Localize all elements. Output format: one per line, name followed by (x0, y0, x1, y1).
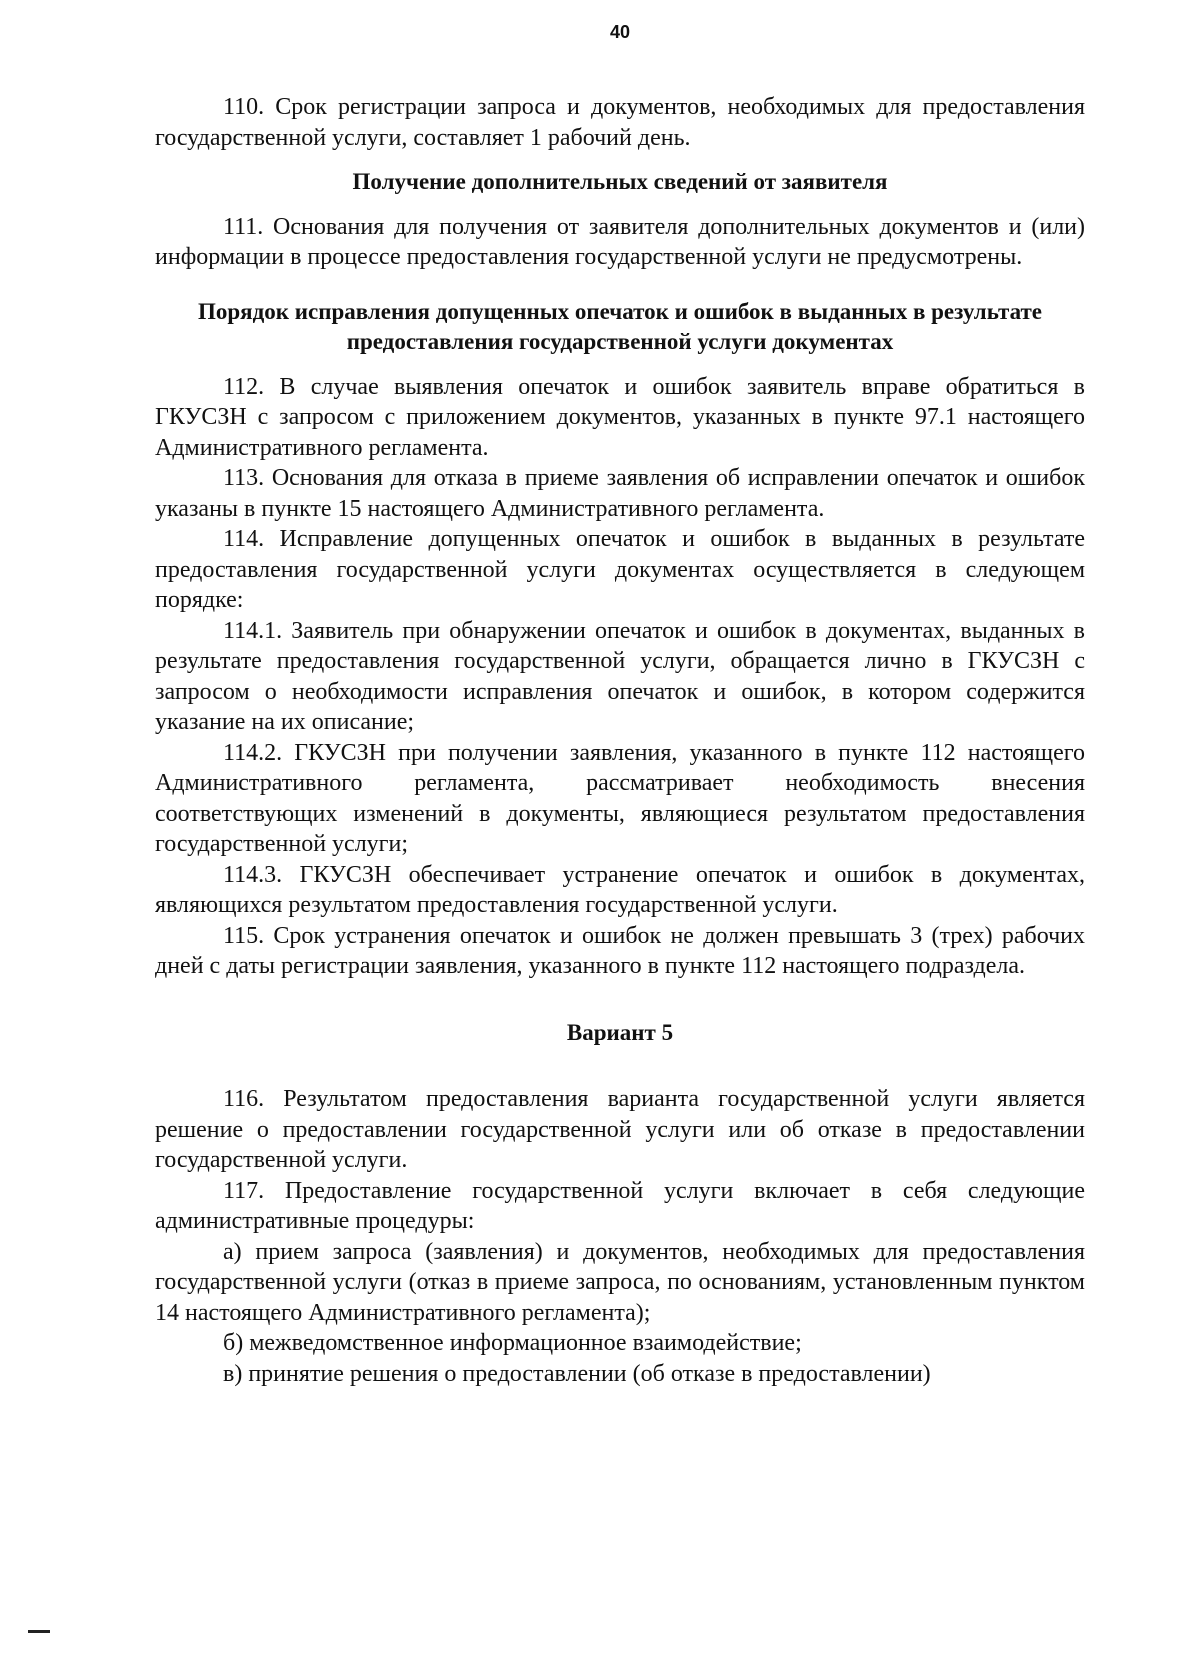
document-body (155, 92, 1085, 1389)
list-item-b: б) межведомственное информационное взаимодействие; (223, 1330, 802, 1356)
paragraph-115: 115. Срок устранения опечаток и ошибок не должен превышать 3 (трех) рабочих дней с даты регистрации заявления, указанного в пункте 112 настоящего подраздела. (155, 922, 1085, 979)
section-heading-additional-info: Получение дополнительных сведений от заявителя (352, 169, 888, 194)
page-number: 40 (609, 22, 631, 42)
list-item-v: в) принятие решения о предоставлении (об отказе в предоставлении) (223, 1360, 931, 1387)
paragraph-117: 117. Предоставление государственной услуги включает в себя следующие административные процедуры: (155, 1177, 1085, 1234)
paragraph-111: 111. Основания для получения от заявителя дополнительных документов и (или) информации в процессе предоставления государственной услуги не предусмотрены. (155, 213, 1085, 270)
section-heading-variant-5: Вариант 5 (566, 1019, 674, 1045)
list-item-a: а) прием запроса (заявления) и документов, необходимых для предоставления государственной услуги (отказ в приеме запроса, по основаниям, установленным пунктом 14 настоящего Административного регламента); (155, 1238, 1085, 1326)
paragraph-114: 114. Исправление допущенных опечаток и ошибок в выданных в результате предоставления государственной услуги документах осуществляется в следующем порядке: (155, 526, 1085, 613)
paragraph-116: 116. Результатом предоставления варианта государственной услуги является решение о предоставлении государственной услуги или об отказе в предоставлении государственной услуги. (155, 1086, 1085, 1173)
section-heading-error-correction: Порядок исправления допущенных опечаток и ошибок в выданных в результате предоставления государственной услуги документах (198, 298, 1042, 354)
paragraph-114-2: 114.2. ГКУСЗН при получении заявления, указанного в пункте 112 настоящего Административного регламента, рассматривает необходимость внесения соответствующих изменений в документы, являющиеся результатом предоставления государственной услуги; (155, 739, 1085, 857)
paragraph-112: 112. В случае выявления опечаток и ошибок заявитель вправе обратиться в ГКУСЗН с запросом с приложением документов, указанных в пункте 97.1 настоящего Административного регламента. (155, 373, 1085, 461)
paragraph-114-1: 114.1. Заявитель при обнаружении опечаток и ошибок в документах, выданных в результате предоставления государственной услуги, обращается лично в ГКУСЗН с запросом о необходимости исправления опечаток и ошибок, в котором содержится указание на их описание; (155, 617, 1085, 735)
paragraph-113: 113. Основания для отказа в приеме заявления об исправлении опечаток и ошибок указаны в пункте 15 настоящего Административного регламента. (155, 465, 1085, 522)
paragraph-110: 110. Срок регистрации запроса и документов, необходимых для предоставления государственной услуги, составляет 1 рабочий день. (155, 94, 1085, 151)
paragraph-114-3: 114.3. ГКУСЗН обеспечивает устранение опечаток и ошибок в документах, являющихся результатом предоставления государственной услуги. (155, 861, 1085, 918)
margin-mark (28, 1630, 50, 1633)
